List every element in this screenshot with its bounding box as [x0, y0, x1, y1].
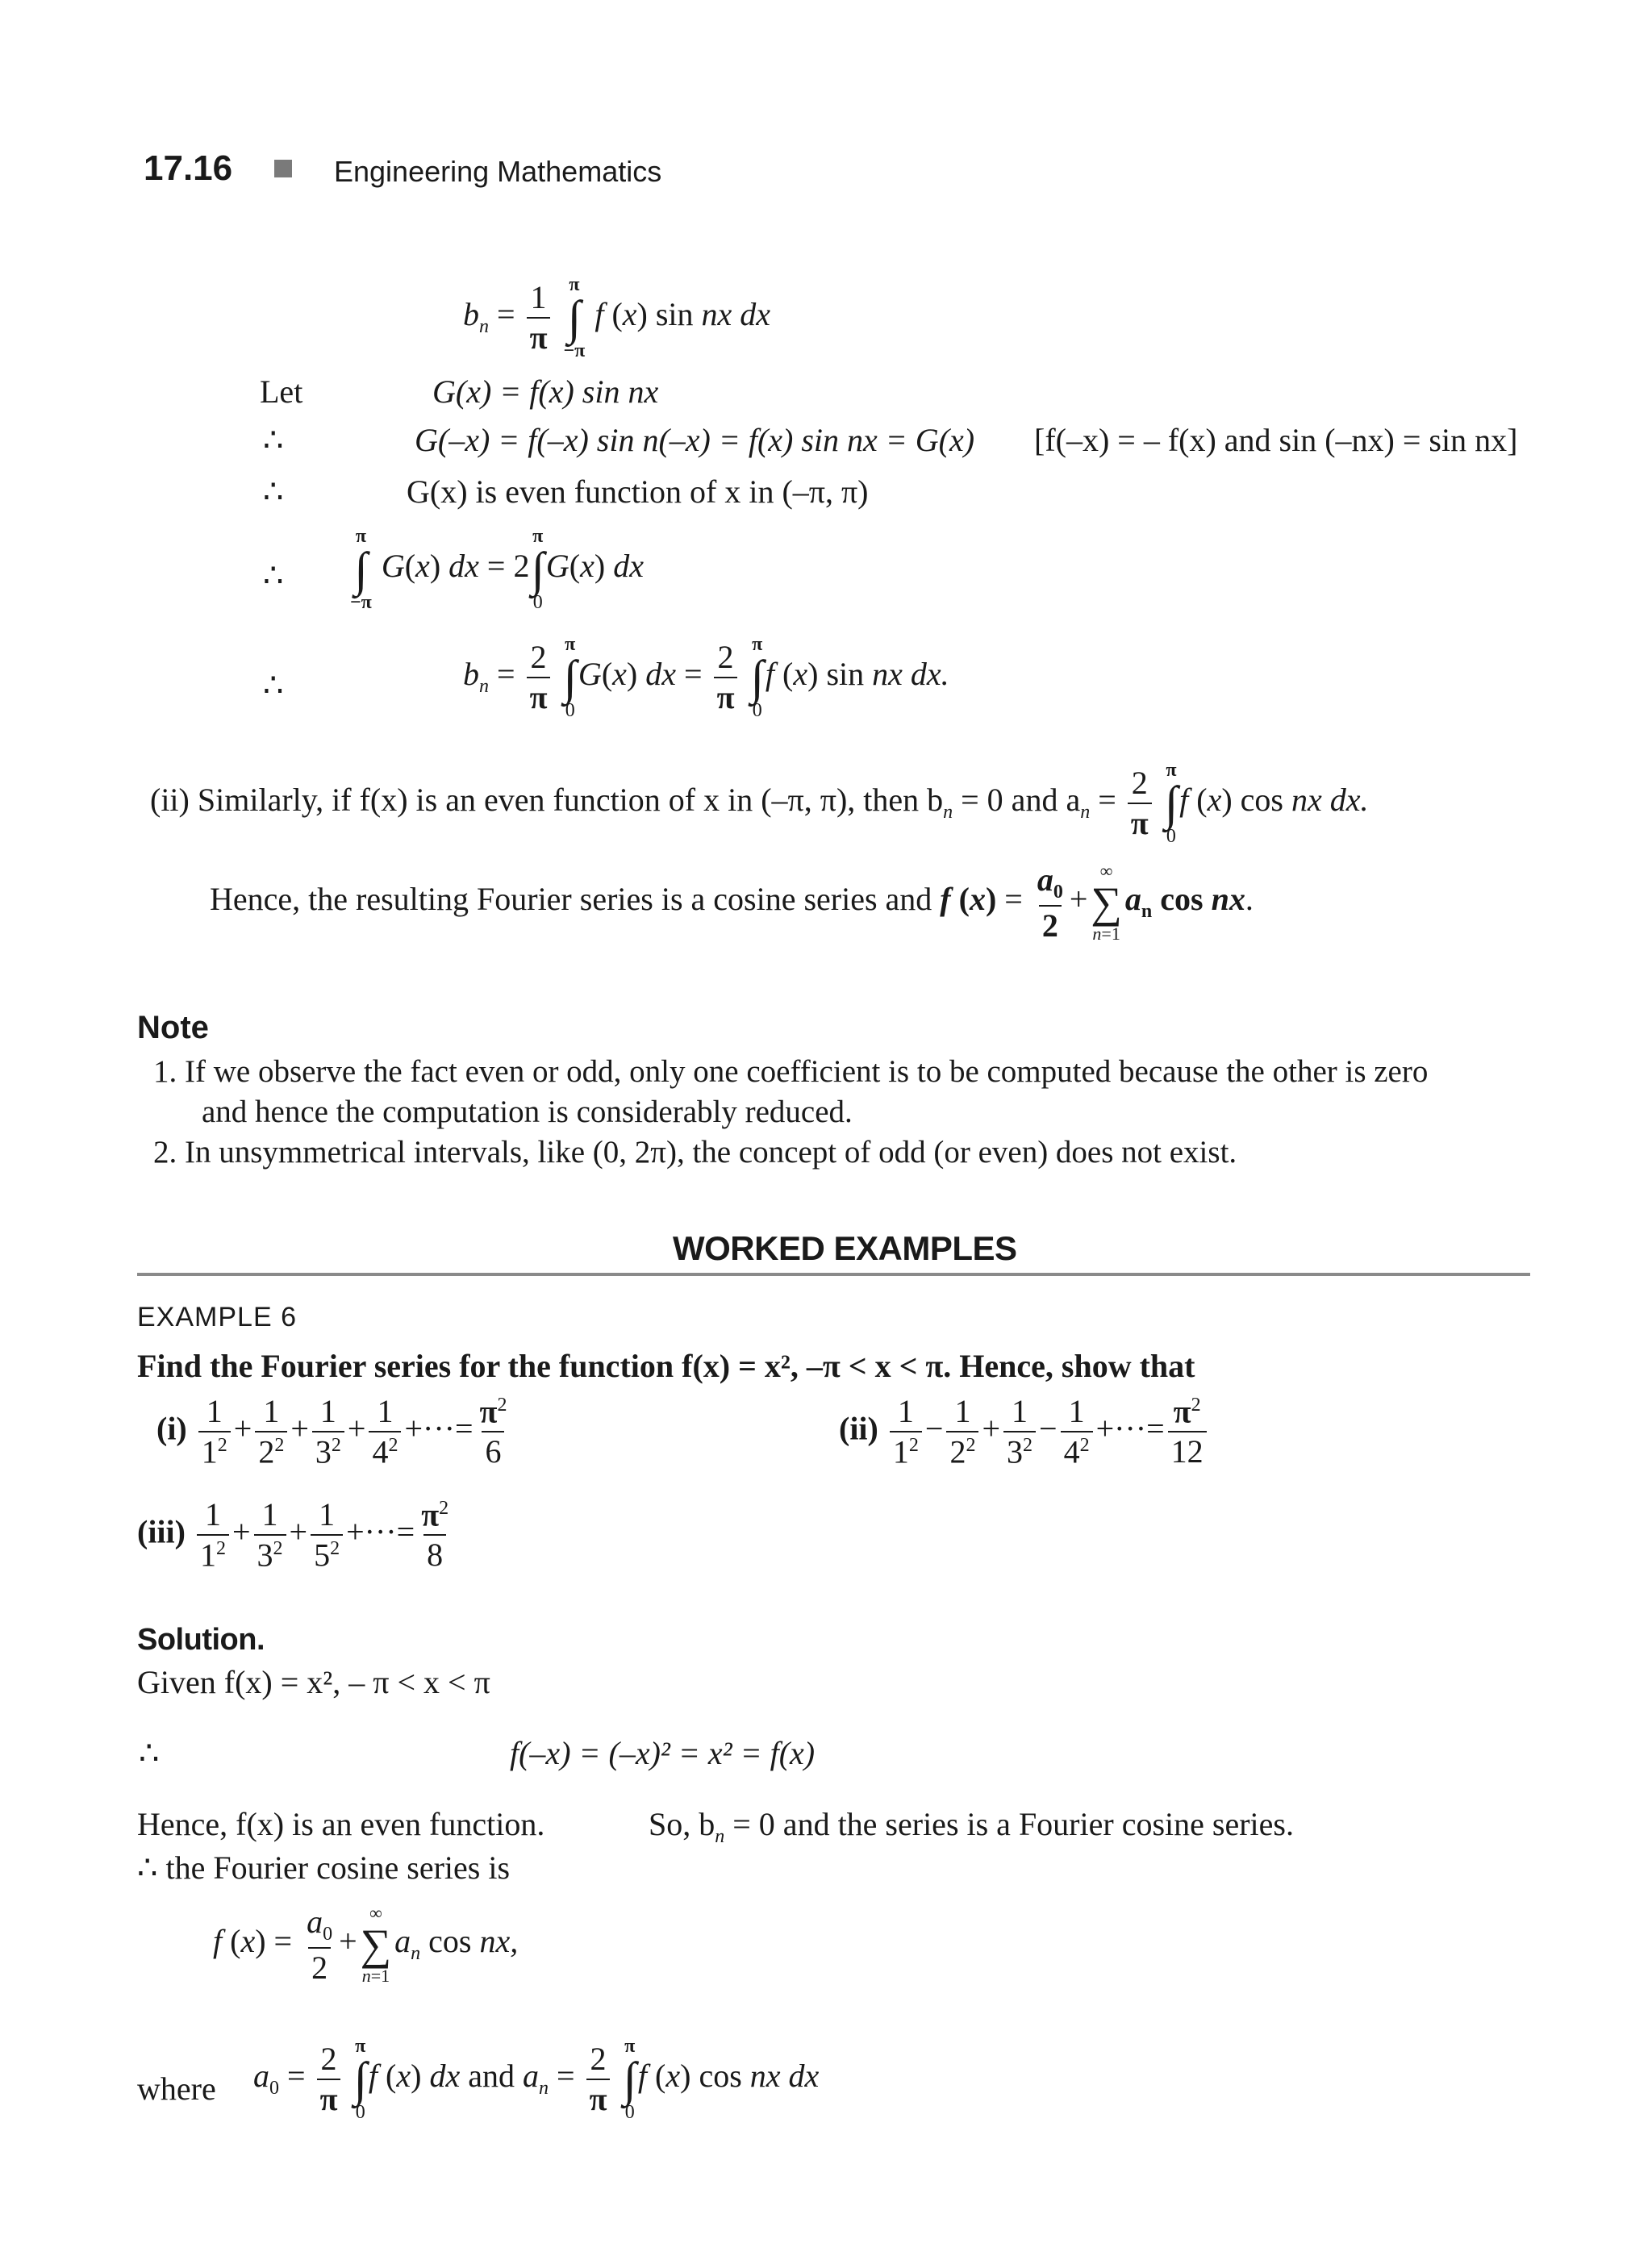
- note-item-1-cont: and hence the computation is considerably reduced.: [202, 1095, 853, 1129]
- therefore-symbol-5: ∴: [139, 1735, 160, 1771]
- hence-cosine-statement: Hence, the resulting Fourier series is a cosine series and f (x) = $\frac{a_0}{2}$ + ∞ ∑ n=1 $a_n$ cos nx.: [210, 861, 1254, 944]
- worked-examples-heading: WORKED EXAMPLES: [673, 1229, 1017, 1267]
- therefore-symbol-3: ∴: [263, 557, 284, 594]
- part-ii-label: (ii): [839, 1410, 878, 1447]
- note-heading: Note: [137, 1010, 209, 1045]
- therefore-symbol-2: ∴: [263, 473, 284, 510]
- note-item-2: 2. In unsymmetrical intervals, like (0, 2π), the concept of odd (or even) does not exist.: [153, 1135, 1237, 1170]
- solution-even: Hence, f(x) is an even function.: [137, 1806, 545, 1842]
- solution-so-bn: So, $b_n = 0$ and the series is a Fourier cosine series.: [649, 1806, 1294, 1847]
- series-part-ii: (ii) $\frac{1}{1^2}$ − $\frac{1}{2^2}$ + $\frac{1}{3^2}$ − $\frac{1}{4^2}$ +···= $\frac{\pi^2}{12}$: [839, 1395, 1210, 1468]
- formula-bn-definition: $b_n$ = $\frac{1}{\pi}$ π ∫ −π f (x) sin nx dx: [463, 274, 771, 361]
- solution-heading: Solution.: [137, 1623, 265, 1657]
- section-rule: [137, 1273, 1530, 1276]
- part-ii-text: (ii) Similarly, if f(x) is an even function of x in (–π, π), then b: [150, 782, 944, 819]
- page-number: 17.16: [144, 148, 233, 188]
- g-definition: G(x) = f(x) sin nx: [432, 373, 659, 410]
- series-part-i: (i) $\frac{1}{1^2}$ + $\frac{1}{2^2}$ + $\frac{1}{3^2}$ + $\frac{1}{4^2}$ +···= $\frac{\pi^2}{6}$: [156, 1393, 507, 1470]
- formula-cosine-series: f (x) = $\frac{a_0}{2}$ + ∞ ∑ n=1 $a_n$ cos nx,: [213, 1903, 519, 1986]
- therefore-symbol-1: ∴: [263, 422, 284, 458]
- book-title: Engineering Mathematics: [334, 155, 662, 188]
- formula-bn-even: $b_n$ = $\frac{2}{\pi}$ π ∫ 0 G(x) dx = $\frac{2}{\pi}$ π ∫ 0 f (x) sin nx dx.: [463, 634, 949, 721]
- hence-text: Hence, the resulting Fourier series is a cosine series and: [210, 881, 932, 918]
- g-minus-x: G(–x) = f(–x) sin n(–x) = f(x) sin nx = G(x): [415, 422, 975, 458]
- so-bn-text: So, b: [649, 1806, 715, 1842]
- g-minus-reason: [f(–x) = – f(x) and sin (–nx) = sin nx]: [1034, 422, 1518, 458]
- so-bn-rest: = 0 and the series is a Fourier cosine series.: [724, 1806, 1294, 1842]
- header-square-icon: [274, 160, 292, 177]
- example-question: Find the Fourier series for the function f(x) = x², –π < x < π. Hence, show that: [137, 1348, 1195, 1384]
- part-i-label: (i): [156, 1410, 187, 1447]
- formula-coefficients: $a_0$ = $\frac{2}{\pi}$ π ∫ 0 f (x) dx and $a_n$ = $\frac{2}{\pi}$ π ∫ 0 f (x) cos nx dx: [253, 2036, 820, 2123]
- part-ii-statement: (ii) Similarly, if f(x) is an even function of x in (–π, π), then $b_n = 0$ and $a_n$ = $\frac{2}{\pi}$ π ∫ 0 f (x) cos nx dx.: [150, 760, 1369, 847]
- solution-cosine-series: ∴ the Fourier cosine series is: [137, 1849, 511, 1886]
- g-even-statement: G(x) is even function of x in (–π, π): [407, 473, 869, 510]
- solution-f-minus: f(–x) = (–x)² = x² = f(x): [510, 1735, 816, 1771]
- where-label: where: [137, 2070, 216, 2107]
- solution-given: Given f(x) = x², – π < x < π: [137, 1664, 490, 1700]
- part-iii-label: (iii): [137, 1513, 186, 1550]
- series-part-iii: (iii) $\frac{1}{1^2}$ + $\frac{1}{3^2}$ + $\frac{1}{5^2}$ +···= $\frac{\pi^2}{8}$: [137, 1496, 449, 1574]
- therefore-symbol-4: ∴: [263, 667, 284, 703]
- example-label: EXAMPLE 6: [137, 1302, 297, 1332]
- let-label: Let: [260, 373, 303, 410]
- formula-g-integral: π ∫ −π G(x) dx = 2 π ∫ 0 G(x) dx: [350, 526, 644, 613]
- note-item-1: 1. If we observe the fact even or odd, only one coefficient is to be computed because the other is zero: [153, 1054, 1429, 1089]
- part-ii-text-after: = 0 and a: [953, 782, 1081, 819]
